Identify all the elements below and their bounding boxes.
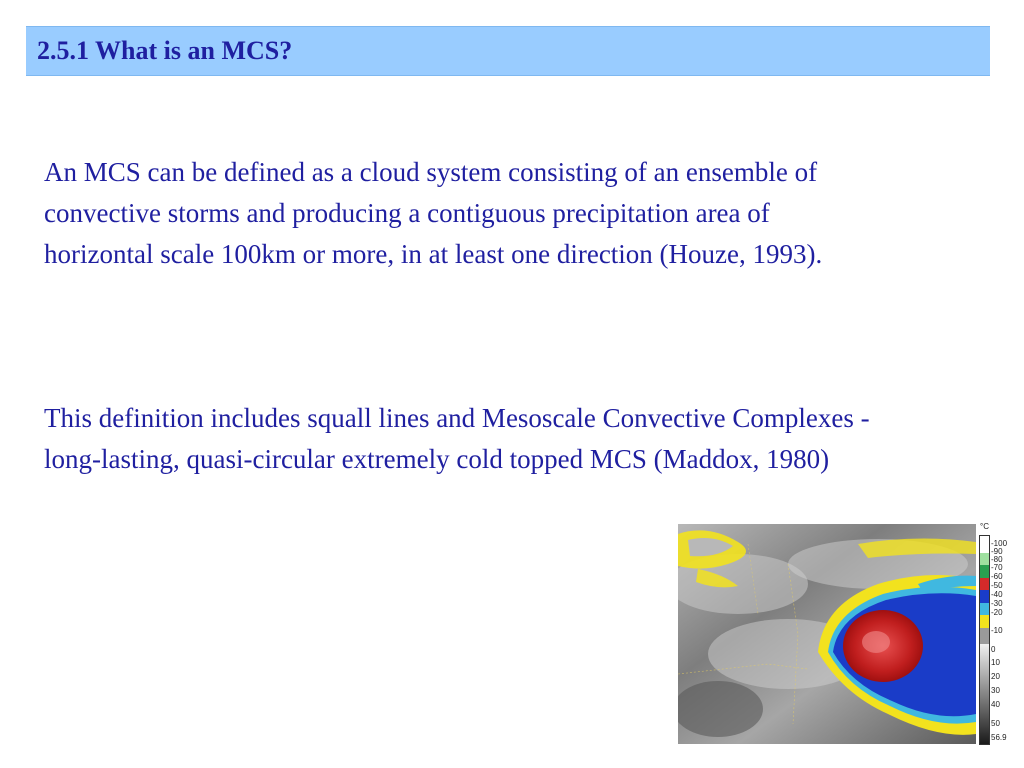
colorbar-label: -50 (991, 581, 1003, 590)
colorbar-label: 20 (991, 672, 1000, 681)
colorbar-label: -10 (991, 626, 1003, 635)
colorbar-label: -40 (991, 590, 1003, 599)
colorbar-label: -20 (991, 608, 1003, 617)
colorbar-label: 40 (991, 700, 1000, 709)
definition-paragraph: An MCS can be defined as a cloud system consisting of an ensemble of convective storms and producing a contiguous precipitation area of horizontal scale 100km or more, in at least one direction (Houze, 1993). (44, 157, 823, 269)
colorbar-unit: °C (980, 522, 989, 531)
slide-title-bar (26, 26, 990, 76)
mcs-infrared-image (678, 524, 976, 744)
squall-line-paragraph: This definition includes squall lines and Mesoscale Convective Complexes - long-lasting, quasi-circular extremely cold topped MCS (Maddox, 1980) (44, 403, 870, 474)
colorbar-label: 50 (991, 719, 1000, 728)
colorbar-label: -30 (991, 599, 1003, 608)
colorbar-label: -80 (991, 555, 1003, 564)
colorbar-label: -90 (991, 547, 1003, 556)
satellite-image (678, 524, 976, 744)
colorbar-label: 30 (991, 686, 1000, 695)
temperature-colorbar (979, 535, 990, 745)
colorbar-label: 10 (991, 658, 1000, 667)
colorbar-label: 56.9 (991, 733, 1007, 742)
colorbar-label: 0 (991, 645, 996, 654)
slide-title: 2.5.1 What is an MCS? (37, 36, 293, 65)
colorbar-label: -100 (991, 539, 1008, 548)
colorbar-label: -60 (991, 572, 1003, 581)
colorbar-label: -70 (991, 563, 1003, 572)
